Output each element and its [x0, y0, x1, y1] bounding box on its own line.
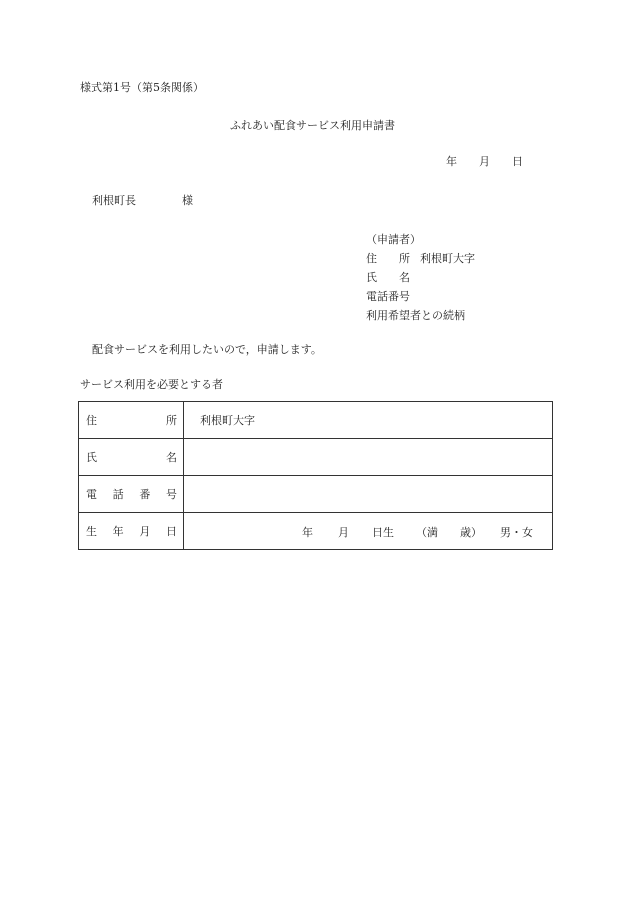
service-user-table — [78, 401, 553, 550]
applicant-block — [366, 230, 475, 325]
sex-choice[interactable]: 男・女 — [500, 526, 533, 539]
name-label-char: 氏 — [86, 451, 97, 464]
addressee — [92, 194, 193, 208]
table-row-name — [79, 439, 553, 476]
phone-label-cell — [79, 476, 184, 513]
table-row-dob — [79, 513, 553, 550]
date-day-label: 日 — [512, 155, 523, 168]
age-open-label: （満 — [416, 526, 438, 539]
phone-label-char: 番 — [139, 488, 151, 501]
applicant-name-label: 氏 名 — [366, 271, 410, 284]
addressee-honorific: 様 — [182, 194, 193, 207]
table-row-phone — [79, 476, 553, 513]
applicant-heading: （申請者） — [366, 233, 421, 246]
address-value: 利根町大字 — [200, 414, 255, 427]
dob-label-char: 生 — [86, 525, 97, 538]
address-value-cell[interactable] — [184, 402, 553, 439]
dob-year-label: 年 — [302, 526, 313, 539]
dob-day-label: 日生 — [372, 526, 394, 539]
table-caption: サービス利用を必要とする者 — [80, 378, 223, 391]
applicant-address-value: 利根町大字 — [420, 252, 475, 265]
applicant-phone-label: 電話番号 — [366, 290, 410, 303]
address-label-cell — [79, 402, 184, 439]
dob-label-char: 年 — [112, 525, 124, 538]
addressee-name: 利根町長 — [92, 194, 136, 207]
request-statement: 配食サービスを利用したいので，申請します。 — [92, 343, 322, 356]
age-close-label: 歳） — [460, 526, 482, 539]
name-label-cell — [79, 439, 184, 476]
dob-fields — [184, 513, 552, 549]
applicant-address-label: 住 所 — [366, 252, 410, 265]
dob-label-char: 日 — [165, 525, 177, 538]
date-year-label: 年 — [446, 155, 457, 168]
address-label-char: 住 — [86, 414, 97, 427]
form-number: 様式第1号（第5条関係） — [80, 81, 204, 94]
application-date — [446, 155, 523, 169]
table-row-address — [79, 402, 553, 439]
phone-label-char: 号 — [165, 488, 177, 501]
dob-value-cell[interactable] — [184, 513, 553, 550]
applicant-relation-label: 利用希望者との続柄 — [366, 309, 465, 322]
phone-value-cell[interactable] — [184, 476, 553, 513]
dob-label-char: 月 — [139, 525, 151, 538]
phone-label-char: 電 — [86, 488, 97, 501]
name-value-cell[interactable] — [184, 439, 553, 476]
address-label-char: 所 — [166, 414, 177, 427]
document-title: ふれあい配食サービス利用申請書 — [230, 119, 395, 132]
applicant-address-row — [366, 249, 475, 268]
dob-label-cell — [79, 513, 184, 550]
dob-month-label: 月 — [338, 526, 349, 539]
date-month-label: 月 — [479, 155, 490, 168]
name-label-char: 名 — [166, 451, 177, 464]
phone-label-char: 話 — [112, 488, 124, 501]
